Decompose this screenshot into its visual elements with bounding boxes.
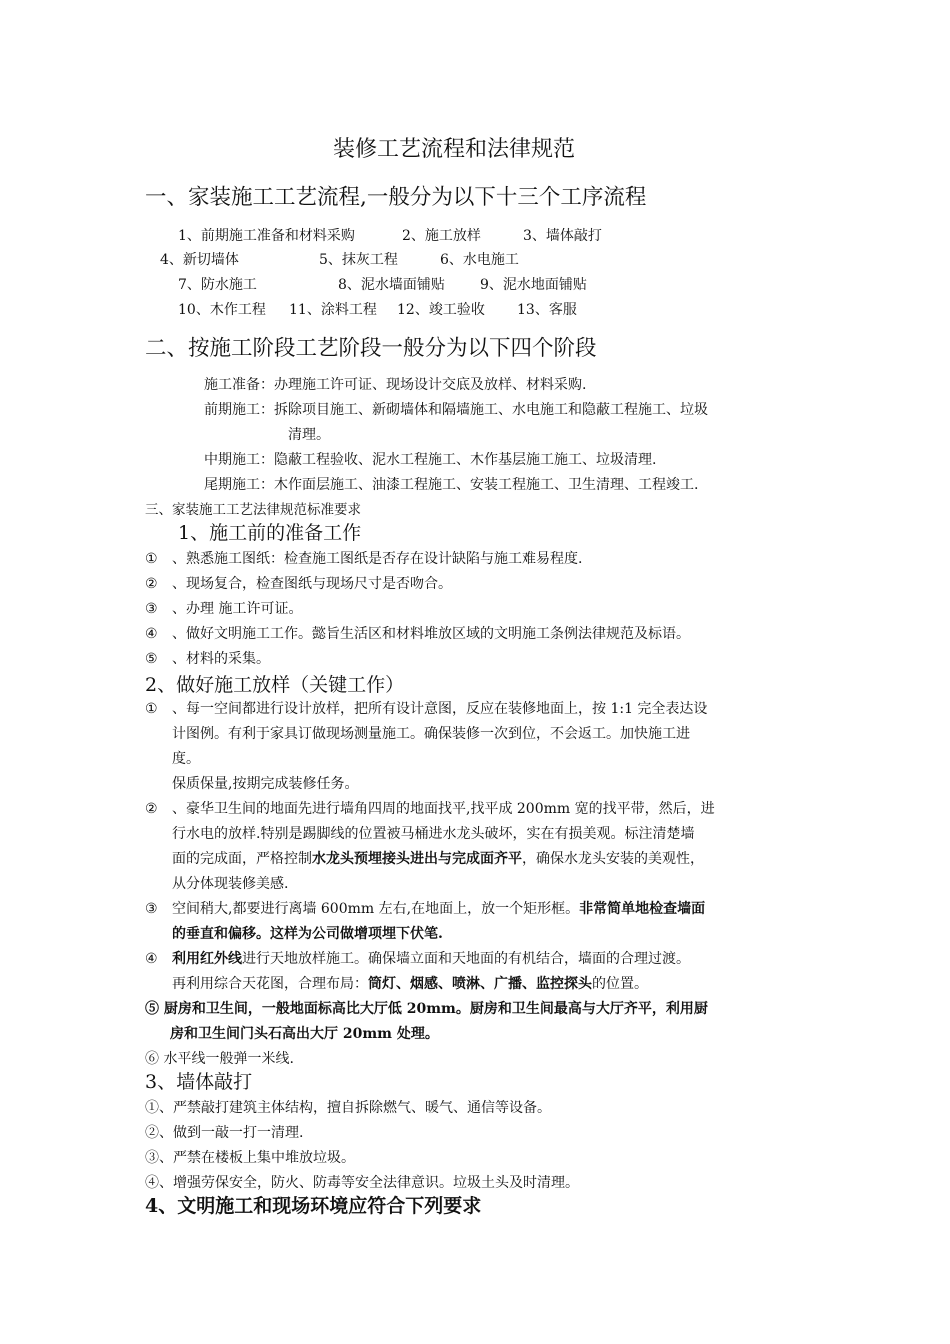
list-item: 、办理 施工许可证。: [172, 601, 303, 617]
list-number: ①: [145, 551, 158, 567]
process-row-2-item-3: 6、水电施工: [440, 252, 519, 268]
stage-early-line-1: 前期施工：拆除项目施工、新砌墙体和隔墙施工、水电施工和隐蔽工程施工、垃圾: [204, 402, 708, 418]
list-item: 、熟悉施工图纸：检查施工图纸是否存在设计缺陷与施工难易程度.: [172, 551, 583, 567]
process-row-3-item-3: 9、泥水地面铺贴: [480, 277, 587, 293]
section-1-heading: 一、家装施工工艺流程,一般分为以下十三个工序流程: [145, 185, 647, 210]
process-row-3-item-2: 8、泥水墙面铺贴: [338, 277, 445, 293]
paragraph-line: [172, 975, 648, 993]
paragraph-line: 行水电的放样.特别是踢脚线的位置被马桶进水龙头破坏，实在有损美观。标注清楚墙: [172, 826, 695, 842]
text-run: ，确保水龙头安装的美观性，: [522, 851, 704, 867]
list-item: ④、增强劳保安全，防火、防毒等安全法律意识。垃圾土头及时清理。: [145, 1175, 579, 1191]
list-item: 、做好文明施工工作。懿旨生活区和材料堆放区域的文明施工条例法律规范及标语。: [172, 626, 690, 642]
list-item: 、材料的采集。: [172, 651, 270, 667]
section-2-heading: 二、按施工阶段工艺阶段一般分为以下四个阶段: [145, 336, 597, 361]
paragraph-line: 房和卫生间门头石高出大厅 20mm 处理。: [170, 1026, 439, 1042]
process-row-1-item-1: 1、前期施工准备和材料采购: [178, 228, 355, 244]
list-item: ①、严禁敲打建筑主体结构，擅自拆除燃气、暖气、通信等设备。: [145, 1100, 551, 1116]
subsection-1-heading: 1、施工前的准备工作: [178, 522, 362, 544]
process-row-3-item-1: 7、防水施工: [178, 277, 257, 293]
paragraph-line: 、每一空间都进行设计放样，把所有设计意图，反应在装修地面上，按 1:1 完全表达设: [172, 701, 708, 717]
paragraph-line: ⑥ 水平线一般弹一米线.: [145, 1051, 294, 1067]
stage-middle: 中期施工：隐蔽工程验收、泥水工程施工、木作基层施工施工、垃圾清理.: [204, 452, 657, 468]
text-run: 面的完成面，严格控制: [172, 851, 312, 867]
list-number: ③: [145, 901, 158, 917]
section-3-heading: 三、家装施工工艺法律规范标准要求: [145, 502, 361, 518]
process-row-2-item-2: 5、抹灰工程: [319, 252, 398, 268]
list-number: ④: [145, 951, 158, 967]
process-row-4-item-4: 13、客服: [517, 302, 577, 318]
stage-preparation: 施工准备：办理施工许可证、现场设计交底及放样、材料采购.: [204, 377, 587, 393]
subsection-4-heading: 4、文明施工和现场环境应符合下列要求: [145, 1195, 482, 1217]
list-number: ①: [145, 701, 158, 717]
paragraph-line: [172, 900, 705, 918]
stage-final: 尾期施工：木作面层施工、油漆工程施工、安装工程施工、卫生清理、工程竣工.: [204, 477, 699, 493]
list-item: ②、做到一敲一打一清理.: [145, 1125, 304, 1141]
paragraph-line: [172, 950, 690, 968]
paragraph-line: ⑤ 厨房和卫生间，一般地面标高比大厅低 20mm。厨房和卫生间最高与大厅齐平，利用厨: [145, 1001, 708, 1017]
process-row-1-item-2: 2、施工放样: [402, 228, 481, 244]
bold-text-run: 筒灯、烟感、喷淋、广播、监控探头: [368, 976, 592, 992]
paragraph-line: 从分体现装修美感.: [172, 876, 289, 892]
process-row-4-item-3: 12、竣工验收: [397, 302, 485, 318]
text-run: 空间稍大,都要进行离墙 600mm 左右,在地面上，放一个矩形框。: [172, 901, 580, 917]
text-run: 再利用综合天花图，合理布局：: [172, 976, 368, 992]
stage-early-line-2: 清理。: [288, 427, 330, 443]
list-item: ③、严禁在楼板上集中堆放垃圾。: [145, 1150, 355, 1166]
paragraph-line: 计图例。有利于家具订做现场测量施工。确保装修一次到位，不会返工。加快施工进: [172, 726, 690, 742]
text-run: 进行天地放样施工。确保墙立面和天地面的有机结合，墙面的合理过渡。: [242, 951, 690, 967]
process-row-4-item-1: 10、木作工程: [178, 302, 266, 318]
list-number: ②: [145, 576, 158, 592]
paragraph-line: 、豪华卫生间的地面先进行墙角四周的地面找平,找平成 200mm 宽的找平带，然后，进: [172, 801, 715, 817]
bold-text-run: 非常简单地检查墙面: [579, 901, 706, 917]
paragraph-line: 的垂直和偏移。这样为公司做增项埋下伏笔.: [172, 926, 443, 942]
list-number: ④: [145, 626, 158, 642]
list-item: 、现场复合，检查图纸与现场尺寸是否吻合。: [172, 576, 452, 592]
subsection-3-heading: 3、墙体敲打: [145, 1071, 253, 1093]
list-number: ②: [145, 801, 158, 817]
process-row-1-item-3: 3、墙体敲打: [523, 228, 602, 244]
list-number: ⑤: [145, 651, 158, 667]
list-number: ③: [145, 601, 158, 617]
subsection-2-heading: 2、做好施工放样（关键工作）: [145, 674, 405, 696]
process-row-2-item-1: 4、新切墙体: [160, 252, 239, 268]
text-run: 的位置。: [592, 976, 648, 992]
document-title: 装修工艺流程和法律规范: [333, 137, 576, 162]
bold-text-run: 水龙头预埋接头进出与完成面齐平: [312, 851, 522, 867]
paragraph-line: 保质保量,按期完成装修任务。: [172, 776, 359, 792]
paragraph-line: [172, 850, 704, 868]
bold-text-run: 利用红外线: [172, 951, 242, 967]
paragraph-line: 度。: [172, 751, 200, 767]
process-row-4-item-2: 11、涂料工程: [289, 302, 377, 318]
